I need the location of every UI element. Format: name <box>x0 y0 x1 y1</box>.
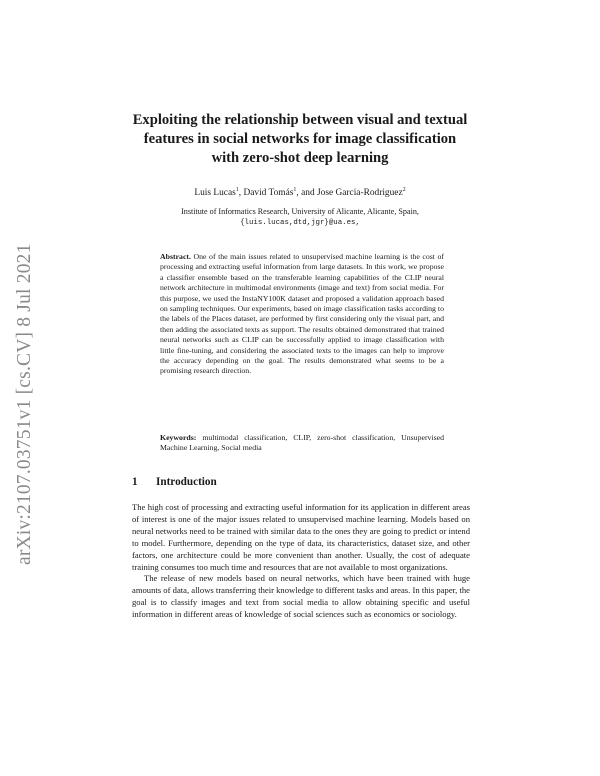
introduction-body <box>132 502 470 621</box>
body-paragraph: The release of new models based on neural networks, which have been trained with huge amounts of data, allows transferring their knowledge to different tasks and areas. In this paper, the goal is to classify images and text from social media to allow obtaining specific and useful information in different areas of knowledge of social sciences such as economics or sociology. <box>132 573 470 620</box>
author-affiliation-mark: 2 <box>402 187 406 193</box>
abstract-block <box>160 252 444 377</box>
keywords-text: multimodal classification, CLIP, zero-shot classification, Unsupervised Machine Learning, Social media <box>160 433 444 453</box>
author-affiliation-mark: 1 <box>293 187 297 193</box>
body-paragraph: The high cost of processing and extracting useful information for its application in different areas of interest is one of the major issues related to unsupervised machine learning. Models based on neural networks need to be trained with similar data to the ones they are going to predict or intend to model. Furthermore, depending on the type of data, its characteristics, dataset size, and other factors, one architecture could be more convenient than another. Usually, the cost of adequate training consumes too much time and resources that are not available to most organizations. <box>132 502 470 572</box>
arxiv-identifier-stamp <box>10 215 38 565</box>
section-number: 1 <box>132 476 138 488</box>
author-separator: , and <box>296 188 317 199</box>
section-heading <box>132 475 217 489</box>
author-name: David Tomás <box>243 188 294 199</box>
paper-title: Exploiting the relationship between visual and textual features in social networks for image classification with zero-shot deep learning <box>132 112 468 166</box>
affiliation-emails: {luis.lucas,dtd,jgr}@ua.es, <box>240 218 360 227</box>
affiliation-institution: Institute of Informatics Research, University of Alicante, Alicante, Spain, <box>181 207 419 216</box>
section-title: Introduction <box>156 476 217 488</box>
abstract-text: One of the main issues related to unsupervised machine learning is the cost of processing and extracting useful information from large datasets. In this work, we propose a classifier ensemble based on the transferable learning capabilities of the CLIP neural network architecture in multimodal environments (image and text) from social media. For this purpose, we used the InstaNY100K dataset and proposed a validation approach based on sampling techniques. Our experiments, based on image classification tasks according to the labels of the Places dataset, are performed by first considering only the visual part, and then adding the associated texts as support. The results obtained demonstrated that trained neural networks such as CLIP can be successfully applied to image classification with little fine-tuning, and considering the associated texts to the images can help to improve the accuracy depending on the goal. The results demonstrated what seems to be a promising research direction. <box>160 252 444 376</box>
affiliation-block <box>130 207 470 228</box>
author-name: Luis Lucas <box>194 188 236 199</box>
author-separator: , <box>238 188 244 199</box>
arxiv-identifier-text: arXiv:2107.03751v1 [cs.CV] 8 Jul 2021 <box>14 243 35 565</box>
keywords-heading: Keywords: <box>160 433 197 442</box>
author-affiliation-mark: 1 <box>235 187 239 193</box>
author-name: Jose Garcia-Rodriguez <box>316 188 403 199</box>
author-list <box>130 184 470 199</box>
keywords-block <box>160 433 444 454</box>
abstract-heading: Abstract. <box>160 252 191 261</box>
